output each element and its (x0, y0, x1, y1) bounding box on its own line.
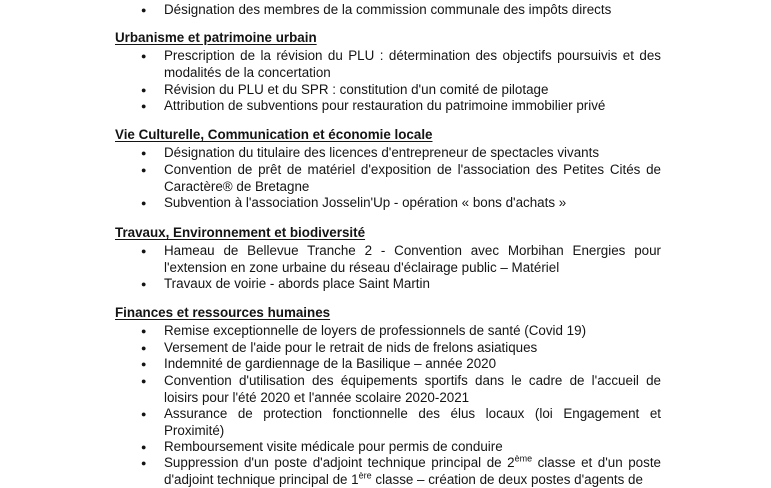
bullet-icon: ● (141, 98, 146, 115)
list-item-text (164, 195, 661, 212)
text-line: Caractère® de Bretagne (164, 179, 661, 196)
bullet-icon: ● (141, 276, 146, 293)
list-item-text (164, 373, 661, 406)
bullet-icon: ● (141, 373, 146, 390)
text-line: Indemnité de gardiennage de la Basilique – année 2020 (164, 356, 661, 373)
bullet-icon: ● (141, 243, 146, 260)
bullet-icon: ● (141, 195, 146, 212)
superscript: ème (515, 454, 533, 464)
bullet-icon: ● (141, 323, 146, 340)
list-item-text (164, 276, 661, 293)
list-item-text (164, 162, 661, 195)
text-line: Remise exceptionnelle de loyers de professionnels de santé (Covid 19) (164, 323, 661, 340)
bullet-icon: ● (141, 406, 146, 423)
text-line: Versement de l'aide pour le retrait de nids de frelons asiatiques (164, 340, 661, 357)
section-heading: Finances et ressources humaines (115, 305, 330, 322)
bullet-icon: ● (141, 162, 146, 179)
bullet-icon: ● (141, 356, 146, 373)
text-line: loisirs pour l'été 2020 et l'année scolaire 2020-2021 (164, 390, 661, 407)
text-line: modalités de la concertation (164, 65, 661, 82)
list-item-text (164, 406, 661, 439)
text-fragment: classe – création de deux postes d'agents de (372, 472, 643, 487)
list-item-text (164, 455, 661, 488)
text-line: Travaux de voirie - abords place Saint Martin (164, 276, 661, 293)
text-line: Révision du PLU et du SPR : constitution d'un comité de pilotage (164, 82, 661, 99)
bullet-icon: ● (141, 145, 146, 162)
list-item-text (164, 243, 661, 276)
text-line: Prescription de la révision du PLU : détermination des objectifs poursuivis et des (164, 48, 661, 65)
text-line: Attribution de subventions pour restauration du patrimoine immobilier privé (164, 98, 661, 115)
section-heading: Vie Culturelle, Communication et économie locale (115, 127, 433, 144)
list-item-text (164, 48, 661, 81)
text-line: Subvention à l'association Josselin'Up - opération « bons d'achats » (164, 195, 661, 212)
text-line (164, 455, 661, 472)
bullet-icon: ● (141, 439, 146, 456)
text-line: Convention de prêt de matériel d'exposition de l'association des Petites Cités de (164, 162, 661, 179)
text-line: Remboursement visite médicale pour permis de conduire (164, 439, 661, 456)
bullet-icon: ● (141, 340, 146, 357)
text-line: Désignation des membres de la commission communale des impôts directs (164, 2, 661, 19)
list-item-text (164, 439, 661, 456)
text-line: Proximité) (164, 423, 661, 440)
superscript: ère (359, 470, 372, 480)
list-item-text (164, 98, 661, 115)
list-item-text (164, 82, 661, 99)
section-heading: Travaux, Environnement et biodiversité (115, 225, 365, 242)
text-line: Hameau de Bellevue Tranche 2 - Convention avec Morbihan Energies pour (164, 243, 661, 260)
section-heading: Urbanisme et patrimoine urbain (115, 30, 317, 47)
bullet-icon: ● (141, 455, 146, 472)
list-item-text (164, 356, 661, 373)
list-item-text (164, 2, 661, 19)
text-line: Convention d'utilisation des équipements sportifs dans le cadre de l'accueil de (164, 373, 661, 390)
bullet-icon: ● (141, 2, 146, 19)
bullet-icon: ● (141, 82, 146, 99)
text-line: l'extension en zone urbaine du réseau d'éclairage public – Matériel (164, 260, 661, 277)
text-fragment: classe et d'un poste (532, 455, 661, 470)
list-item-text (164, 340, 661, 357)
text-fragment: d'adjoint technique principal de 1 (164, 472, 359, 487)
bullet-icon: ● (141, 48, 146, 65)
list-item-text (164, 145, 661, 162)
list-item-text (164, 323, 661, 340)
text-fragment: Suppression d'un poste d'adjoint technique principal de 2 (164, 455, 515, 470)
text-line: Assurance de protection fonctionnelle des élus locaux (loi Engagement et (164, 406, 661, 423)
text-line: Désignation du titulaire des licences d'entrepreneur de spectacles vivants (164, 145, 661, 162)
